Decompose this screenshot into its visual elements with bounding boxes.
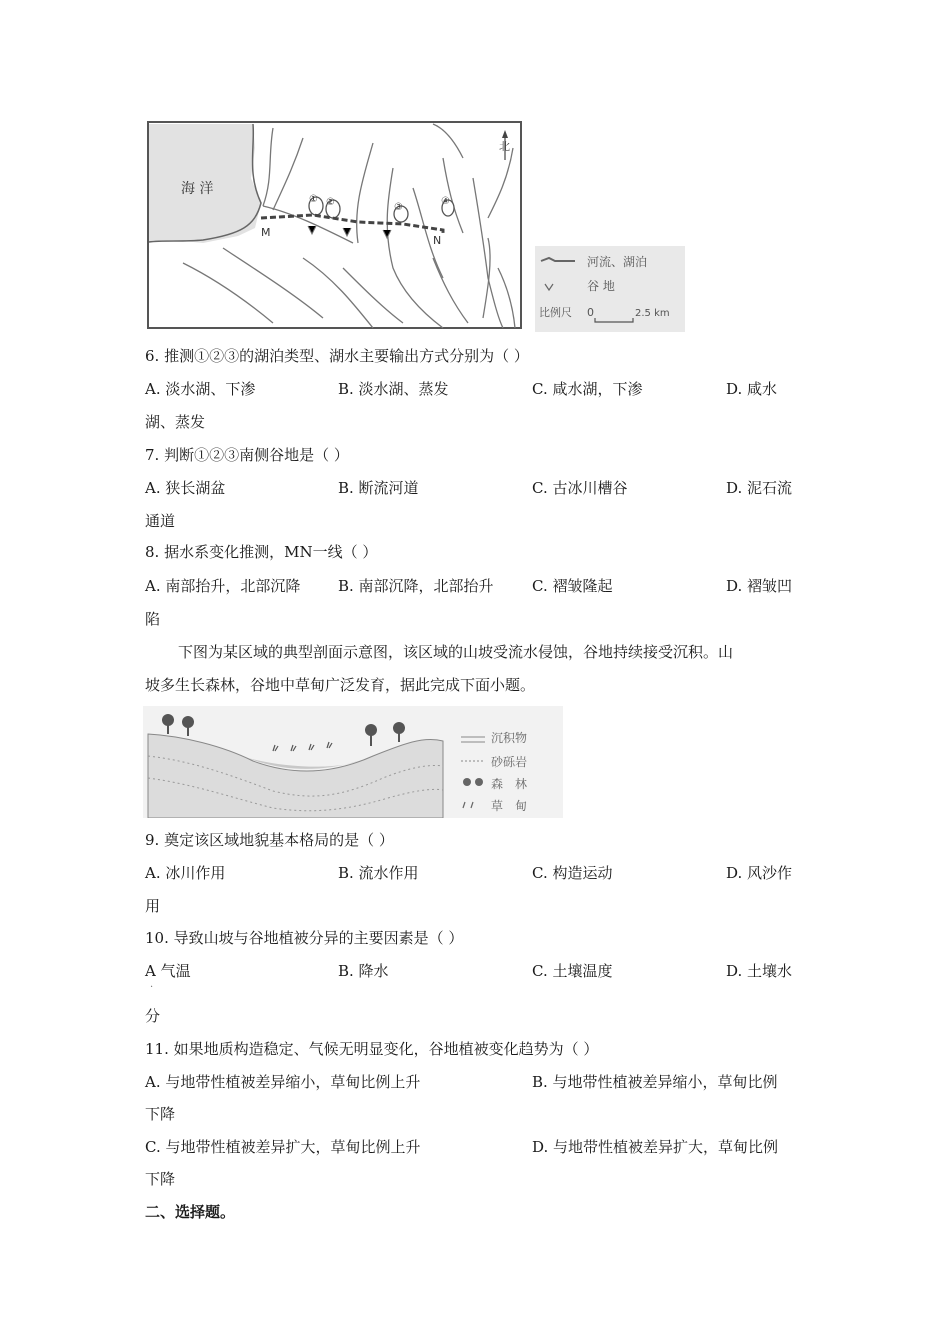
question-10-option-b[interactable]: B. 降水: [338, 962, 389, 980]
point-n-label: N: [433, 234, 442, 247]
question-9-option-d[interactable]: D. 风沙作: [726, 864, 793, 882]
question-9-option-c[interactable]: C. 构造运动: [532, 864, 613, 882]
question-11-option-c[interactable]: C. 与地带性植被差异扩大，草甸比例上升: [145, 1138, 421, 1156]
question-10-stem: 10. 导致山坡与谷地植被分异的主要因素是（ ）: [145, 929, 464, 947]
question-8-option-d-wrap: 陷: [145, 610, 161, 628]
section-heading: 二、选择题。: [145, 1203, 236, 1221]
map-figure-svg: [143, 118, 688, 338]
question-8-option-a[interactable]: A. 南部抬升，北部沉降: [145, 577, 301, 595]
question-11-option-a[interactable]: A. 与地带性植被差异缩小，草甸比例上升: [145, 1073, 421, 1091]
question-10-option-d[interactable]: D. 土壤水: [726, 962, 793, 980]
stray-dot: ·: [150, 982, 154, 993]
question-6-option-b[interactable]: B. 淡水湖、蒸发: [338, 380, 449, 398]
legend-scale-value: 2.5 km: [635, 308, 670, 319]
question-11-option-b[interactable]: B. 与地带性植被差异缩小，草甸比例: [532, 1073, 778, 1091]
question-9-option-a[interactable]: A. 冰川作用: [145, 864, 226, 882]
question-11-option-d-wrap: 下降: [145, 1170, 176, 1188]
question-7-option-c[interactable]: C. 古冰川槽谷: [532, 479, 628, 497]
question-8-stem: 8. 据水系变化推测，MN一线（ ）: [145, 543, 378, 561]
profile-figure-svg: [143, 706, 563, 818]
profile-figure: [143, 706, 563, 818]
question-9-stem: 9. 奠定该区域地貌基本格局的是（ ）: [145, 831, 394, 849]
legend-forest-icon: [463, 778, 471, 786]
lake-4-label: ④: [441, 196, 450, 207]
sea-label: 海 洋: [181, 181, 214, 197]
lake-3-label: ③: [394, 202, 403, 213]
legend-valley: 谷 地: [587, 279, 615, 293]
question-6-option-d[interactable]: D. 咸水: [726, 380, 778, 398]
legend-conglomerate: 砂砾岩: [491, 755, 528, 769]
intro-line-1: 下图为某区域的典型剖面示意图，该区域的山坡受流水侵蚀，谷地持续接受沉积。山: [178, 643, 734, 661]
question-6-option-c[interactable]: C. 咸水湖，下渗: [532, 380, 643, 398]
question-7-option-a[interactable]: A. 狭长湖盆: [145, 479, 226, 497]
legend-scale-zero: 0: [587, 306, 594, 319]
north-label: 北: [499, 140, 510, 153]
question-11-option-b-wrap: 下降: [145, 1105, 176, 1123]
forest-left: [162, 714, 194, 736]
question-11-option-d[interactable]: D. 与地带性植被差异扩大，草甸比例: [532, 1138, 779, 1156]
legend-river-lake: 河流、湖泊: [587, 255, 648, 269]
lake-1-label: ①: [309, 194, 318, 205]
question-10-option-d-wrap: 分: [145, 1007, 161, 1025]
question-7-stem: 7. 判断①②③南侧谷地是（ ）: [145, 446, 349, 464]
question-7-option-b[interactable]: B. 断流河道: [338, 479, 419, 497]
legend-meadow-icon: [463, 802, 473, 808]
question-7-option-d[interactable]: D. 泥石流: [726, 479, 793, 497]
question-6-option-d-wrap: 湖、蒸发: [145, 413, 206, 431]
question-6-option-a[interactable]: A. 淡水湖、下渗: [145, 380, 256, 398]
question-8-option-d[interactable]: D. 褶皱凹: [726, 577, 793, 595]
intro-line-2: 坡多生长森林，谷地中草甸广泛发育，据此完成下面小题。: [145, 676, 536, 694]
question-8-option-c[interactable]: C. 褶皱隆起: [532, 577, 613, 595]
question-6-stem: 6. 推测①②③的湖泊类型、湖水主要输出方式分别为（ ）: [145, 347, 529, 365]
map-figure: [143, 118, 688, 338]
meadow: [273, 742, 332, 751]
forest-right: [365, 722, 405, 746]
question-8-option-b[interactable]: B. 南部沉降，北部抬升: [338, 577, 494, 595]
question-11-stem: 11. 如果地质构造稳定、气候无明显变化，谷地植被变化趋势为（ ）: [145, 1040, 599, 1058]
question-9-option-b[interactable]: B. 流水作用: [338, 864, 419, 882]
question-7-option-d-wrap: 通道: [145, 512, 176, 530]
question-10-option-c[interactable]: C. 土壤温度: [532, 962, 613, 980]
question-9-option-d-wrap: 用: [145, 897, 161, 915]
question-10-option-a[interactable]: A 气温: [145, 962, 191, 980]
point-m-label: M: [261, 226, 271, 239]
legend-forest: 森 林: [491, 777, 528, 791]
lake-2-label: ②: [326, 197, 335, 208]
profile-legend: [461, 730, 527, 813]
legend-scale-label: 比例尺: [539, 306, 572, 319]
legend-sediment: 沉积物: [491, 731, 528, 745]
legend-meadow: 草 甸: [491, 799, 528, 813]
